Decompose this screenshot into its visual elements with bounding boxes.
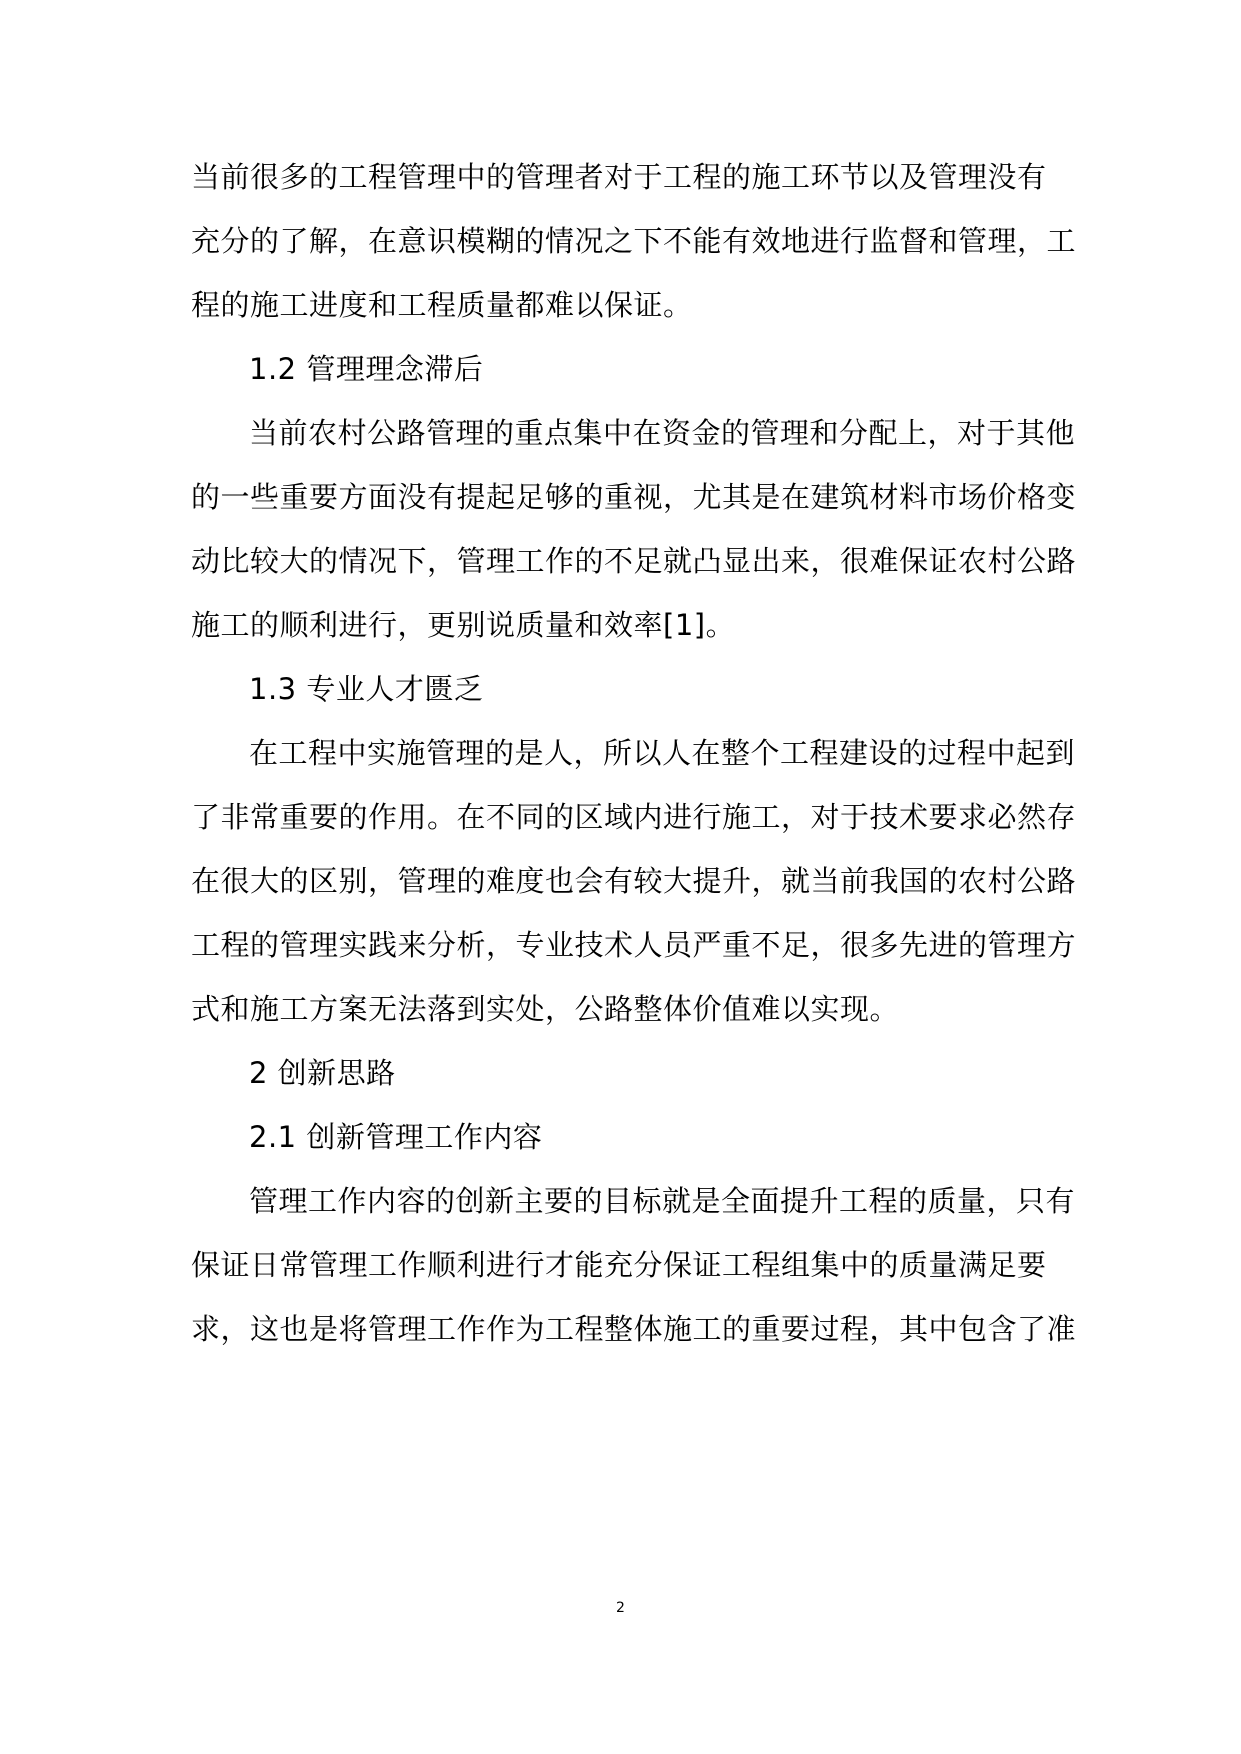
section-heading-2-1: 2.1 创新管理工作内容 xyxy=(249,1120,543,1154)
paragraph-line: 程的施工进度和工程质量都难以保证。 xyxy=(191,288,693,322)
document-body xyxy=(191,145,1077,1361)
paragraph-line: 管理工作内容的创新主要的目标就是全面提升工程的质量，只有 xyxy=(249,1184,1076,1218)
paragraph-line: 当前农村公路管理的重点集中在资金的管理和分配上，对于其他 xyxy=(249,416,1076,450)
section-heading-2: 2 创新思路 xyxy=(249,1056,396,1090)
paragraph-line: 求，这也是将管理工作作为工程整体施工的重要过程，其中包含了准 xyxy=(191,1312,1077,1346)
paragraph-line: 在很大的区别，管理的难度也会有较大提升，就当前我国的农村公路 xyxy=(191,864,1077,898)
paragraph-line: 了非常重要的作用。在不同的区域内进行施工，对于技术要求必然存 xyxy=(191,800,1077,834)
paragraph-line: 动比较大的情况下，管理工作的不足就凸显出来，很难保证农村公路 xyxy=(191,544,1077,578)
paragraph-line: 施工的顺利进行，更别说质量和效率[1]。 xyxy=(191,608,736,642)
page-number: 2 xyxy=(616,1600,625,1616)
paragraph-line: 保证日常管理工作顺利进行才能充分保证工程组集中的质量满足要 xyxy=(191,1248,1047,1282)
paragraph-line: 工程的管理实践来分析，专业技术人员严重不足，很多先进的管理方 xyxy=(191,928,1077,962)
paragraph-line: 在工程中实施管理的是人，所以人在整个工程建设的过程中起到 xyxy=(249,736,1076,770)
section-heading-1-3: 1.3 专业人才匮乏 xyxy=(249,672,484,706)
paragraph-line: 式和施工方案无法落到实处，公路整体价值难以实现。 xyxy=(191,992,900,1026)
paragraph-line: 当前很多的工程管理中的管理者对于工程的施工环节以及管理没有 xyxy=(191,160,1047,194)
paragraph-line: 充分的了解，在意识模糊的情况之下不能有效地进行监督和管理，工 xyxy=(191,224,1077,258)
section-heading-1-2: 1.2 管理理念滞后 xyxy=(249,352,484,386)
paragraph-line: 的一些重要方面没有提起足够的重视，尤其是在建筑材料市场价格变 xyxy=(191,480,1077,514)
